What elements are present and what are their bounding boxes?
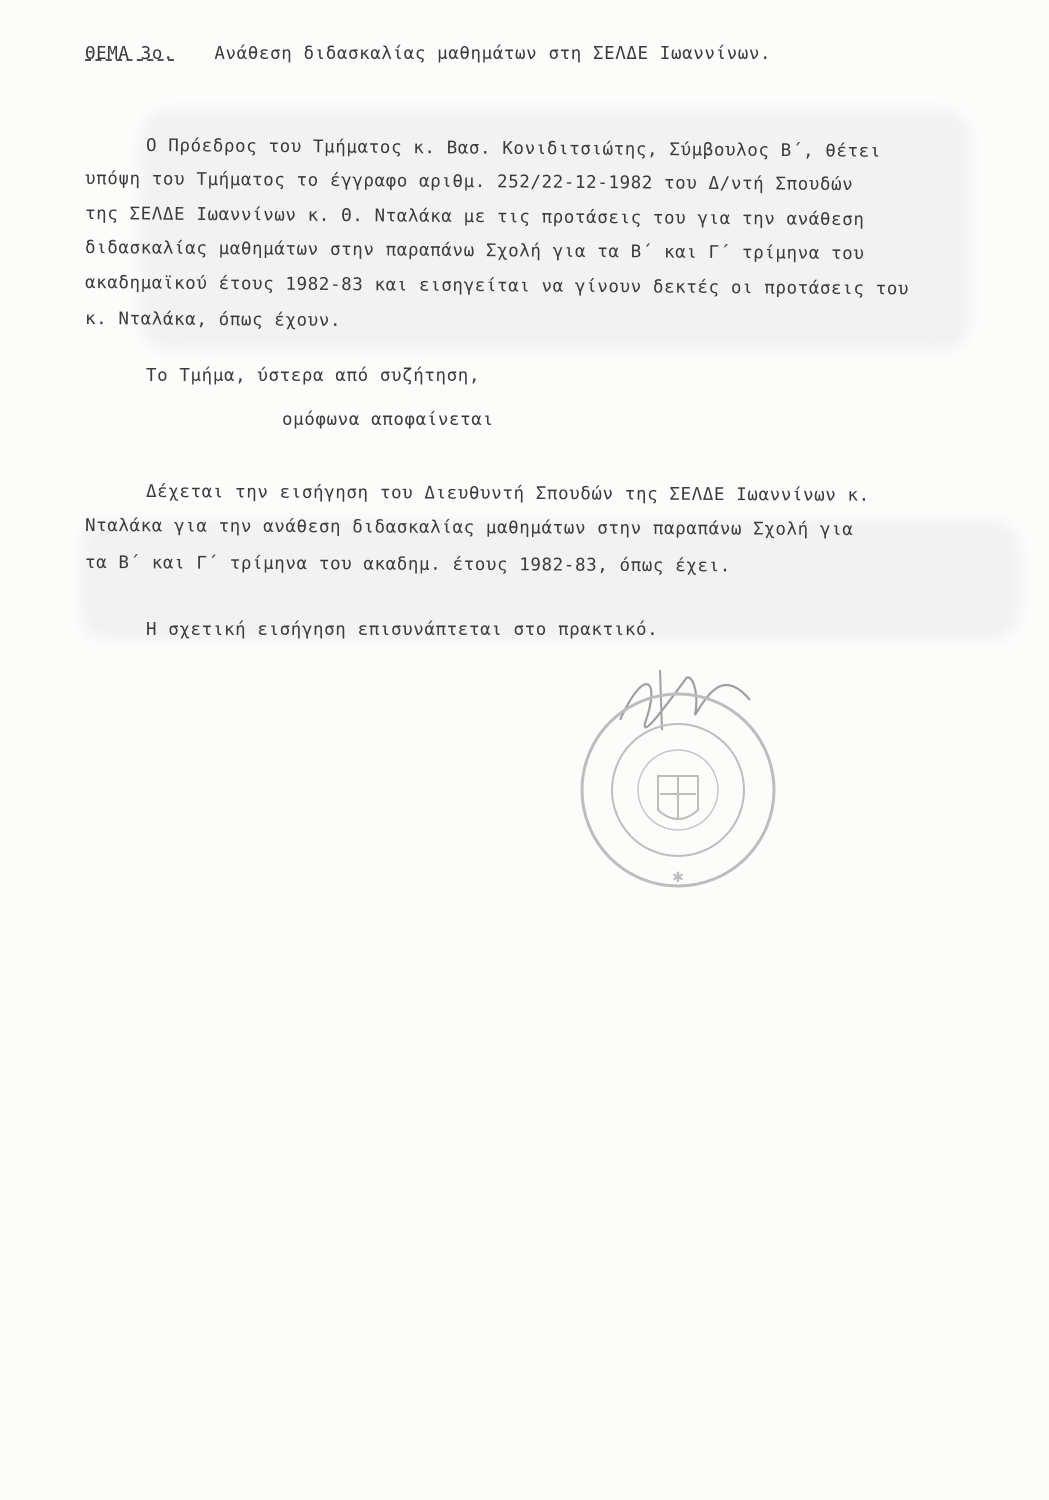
heading [85,44,771,64]
paragraph2-line: Δέχεται την εισήγηση του Διευθυντή Σπουδών της ΣΕΛΔΕ Ιωαννίνων κ. [145,482,870,506]
paragraph1-line: διδασκαλίας μαθημάτων στην παραπάνω Σχολή για τα Β΄ και Γ΄ τρίμηνα του [84,238,865,265]
paragraph2-line: τα Β΄ και Γ΄ τρίμηνα του ακαδημ. έτους 1982-83, όπως έχει. [84,553,731,577]
paragraph1-line: ακαδημαϊκού έτους 1982-83 και εισηγείται να γίνουν δεκτές οι προτάσεις του [84,273,910,300]
paragraph1-line: Ο Πρόεδρος του Τμήματος κ. Βασ. Κονιδιτσιώτης, Σύμβουλος Β΄, θέτει [145,136,882,162]
discussion-line: Το Τμήμα, ύστερα από συζήτηση, [146,366,481,386]
decision-line: ομόφωνα αποφαίνεται [282,410,494,430]
paragraph1-line: κ. Νταλάκα, όπως έχουν. [84,309,342,332]
paragraph2-line: Νταλάκα για την ανάθεση διδασκαλίας μαθημάτων στην παραπάνω Σχολή για [84,516,854,541]
heading-label: ΘΕΜΑ 3ο. [85,44,175,64]
paragraph1-line: υπόψη του Τμήματος το έγγραφο αριθμ. 252/22-12-1982 του Δ/ντή Σπουδών [84,169,854,196]
svg-text:✱: ✱ [672,870,684,886]
paragraph1-line: της ΣΕΛΔΕ Ιωαννίνων κ. Θ. Νταλάκα με τις προτάσεις του για την ανάθεση [84,204,865,231]
attachment-note: Η σχετική εισήγηση επισυνάπτεται στο πρακτικό. [146,620,659,640]
heading-title: Ανάθεση διδασκαλίας μαθημάτων στη ΣΕΛΔΕ Ιωαννίνων. [214,44,772,64]
official-stamp-seal [550,660,810,890]
